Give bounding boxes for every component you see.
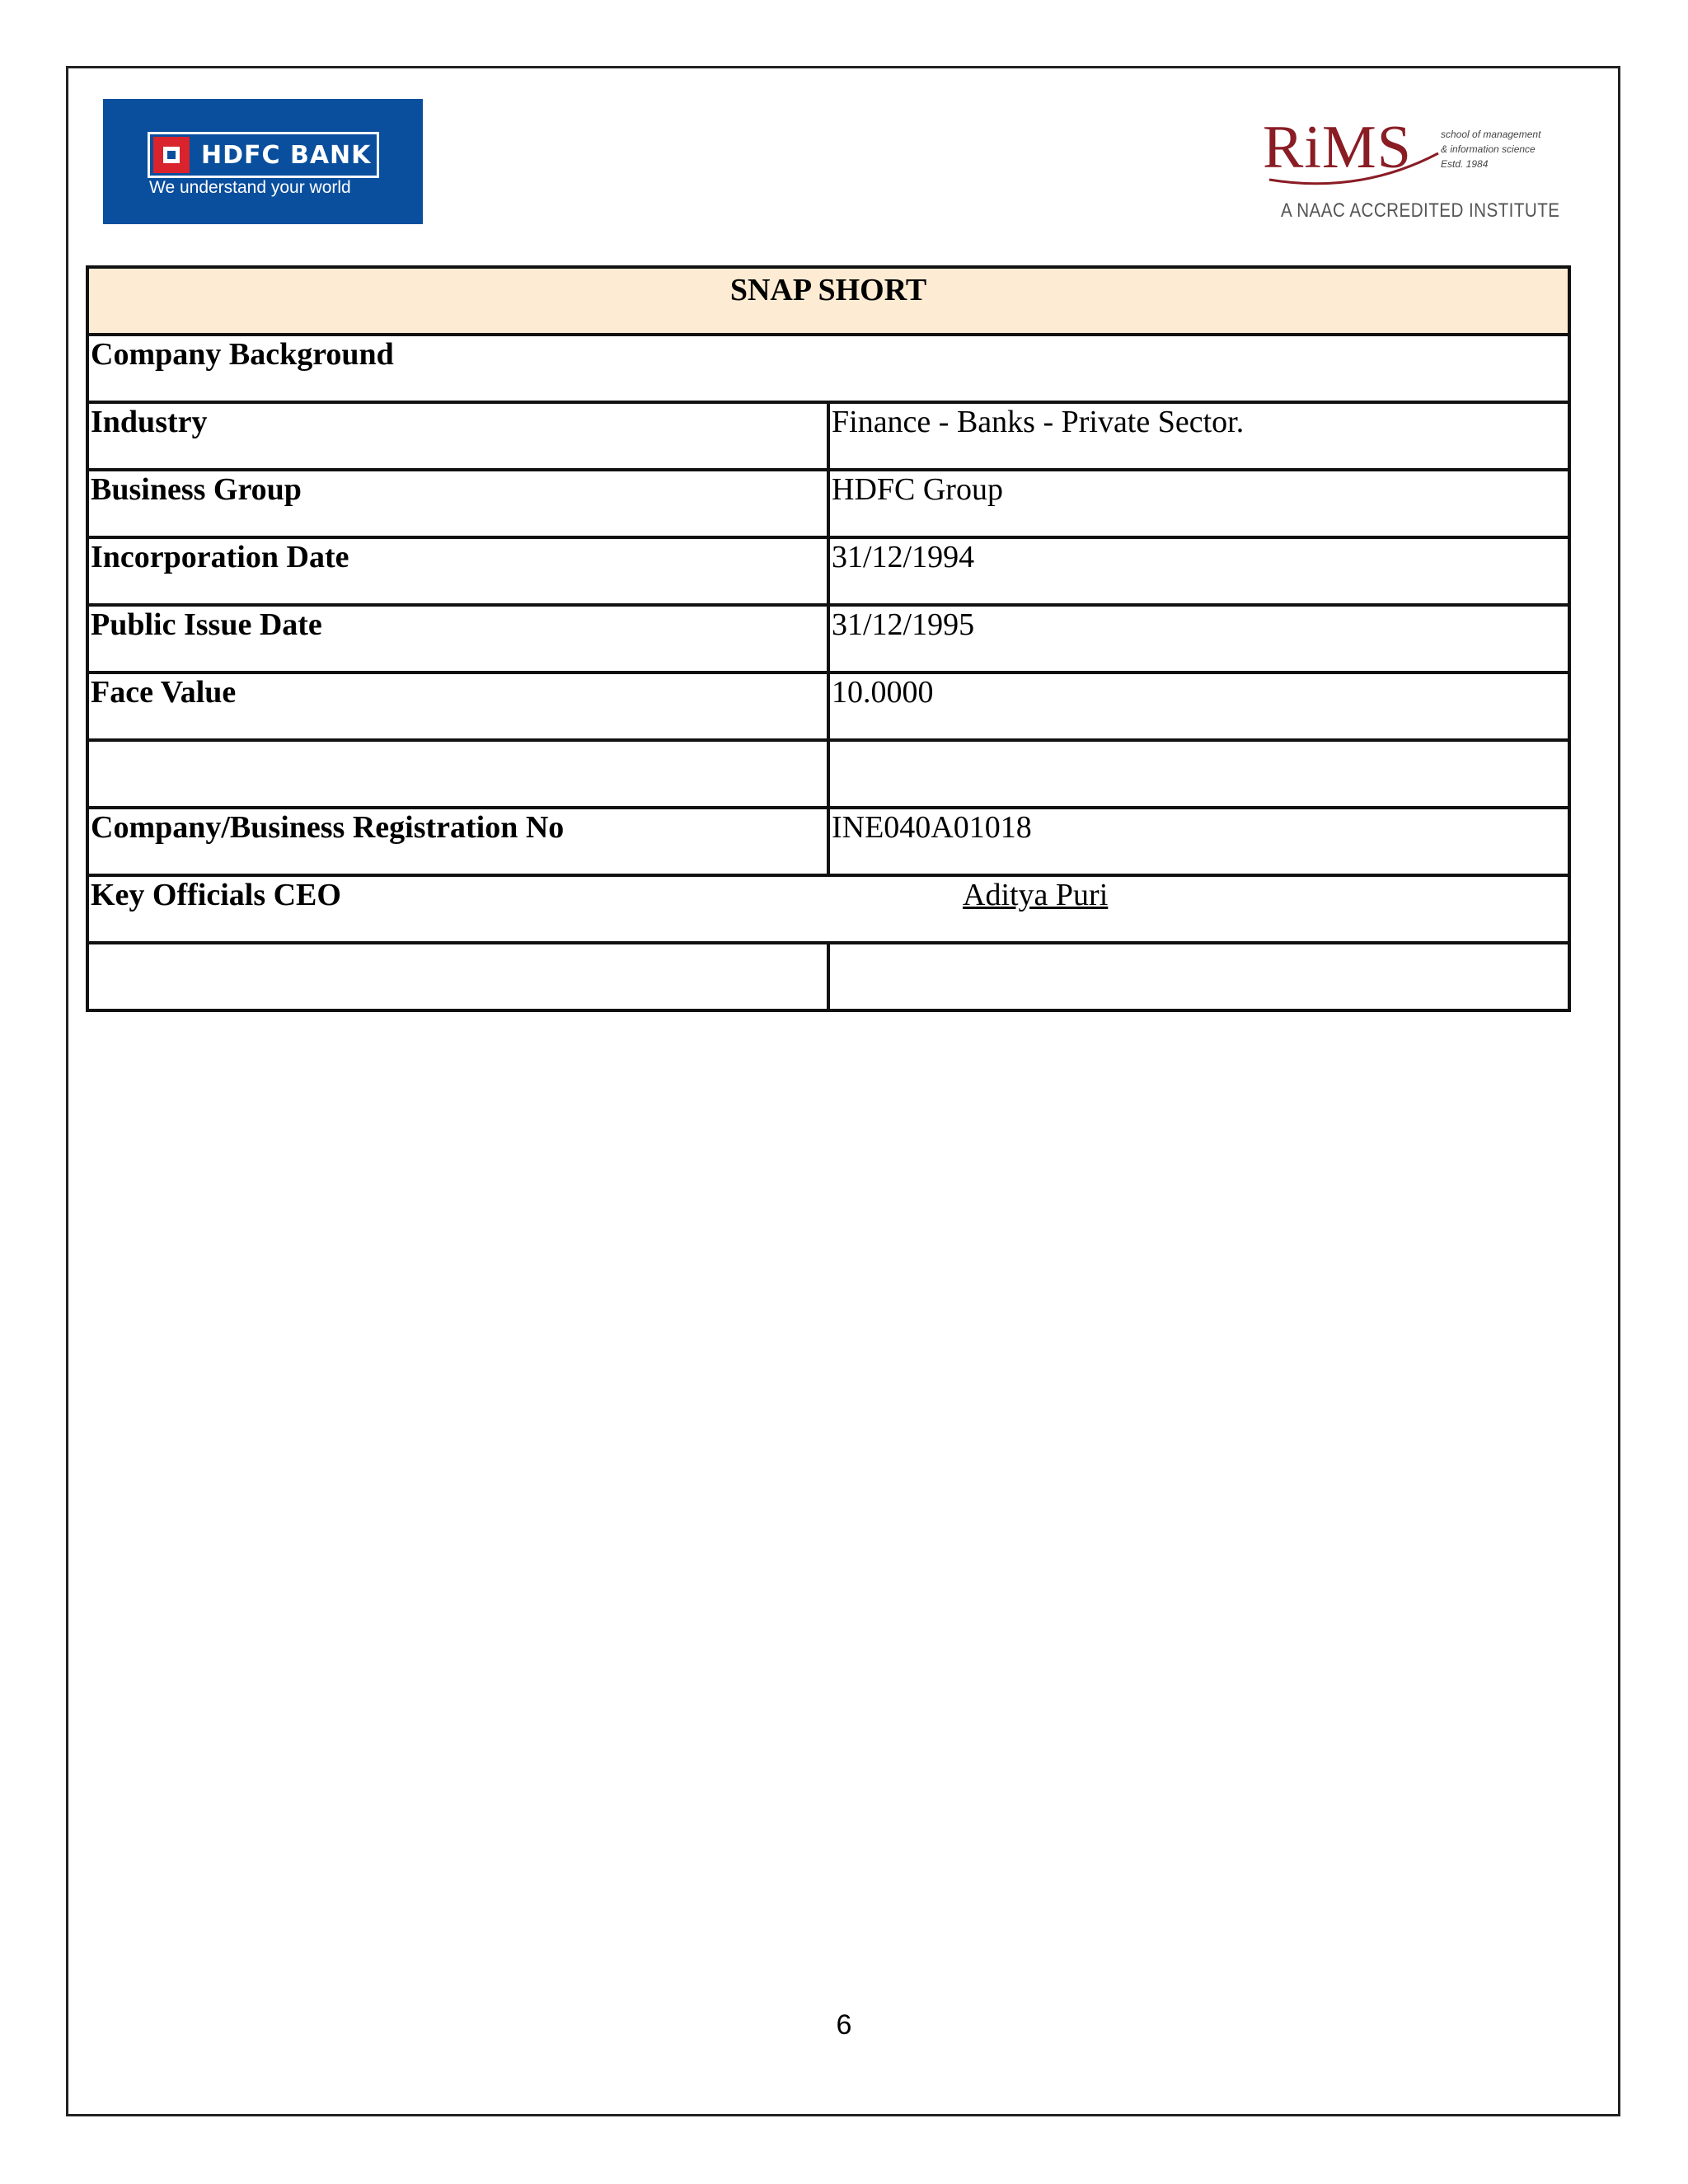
rims-logo-name: RiMS xyxy=(1263,114,1412,181)
row-value: Finance - Banks - Private Sector. xyxy=(828,402,1569,470)
table-row xyxy=(87,605,1569,673)
hdfc-mark-icon xyxy=(153,137,190,173)
table-row xyxy=(87,402,1569,470)
section-title: Company Background xyxy=(87,335,1569,402)
row-label xyxy=(87,740,828,808)
rims-subtitle-line: & information science xyxy=(1441,143,1536,155)
rims-subtitle-line: Estd. 1984 xyxy=(1441,158,1489,170)
row-label: Incorporation Date xyxy=(87,537,828,605)
row-value: INE040A01018 xyxy=(828,808,1569,875)
table-row-empty xyxy=(87,740,1569,808)
row-label: Business Group xyxy=(87,470,828,537)
rims-logo-subtitle xyxy=(1441,127,1540,171)
row-value xyxy=(828,740,1569,808)
hdfc-logo-name: HDFC BANK xyxy=(201,140,372,170)
hdfc-badge xyxy=(148,132,379,178)
row-label: Public Issue Date xyxy=(87,605,828,673)
key-officials-row xyxy=(87,875,1569,943)
snap-short-table xyxy=(86,265,1571,1012)
table-title: SNAP SHORT xyxy=(87,267,1569,335)
table-row xyxy=(87,673,1569,740)
key-officials-label: Key Officials CEO xyxy=(91,878,341,912)
row-label: Face Value xyxy=(87,673,828,740)
rims-accreditation: A NAAC ACCREDITED INSTITUTE xyxy=(1281,199,1560,222)
row-value: 10.0000 xyxy=(828,673,1569,740)
table-row xyxy=(87,808,1569,875)
section-row xyxy=(87,335,1569,402)
table-header-row xyxy=(87,267,1569,335)
row-value: 31/12/1994 xyxy=(828,537,1569,605)
key-officials-cell xyxy=(87,875,1569,943)
row-label-empty xyxy=(87,943,828,1010)
hdfc-bank-logo xyxy=(103,99,423,224)
row-value-empty xyxy=(828,943,1569,1010)
rims-logo xyxy=(1261,114,1582,231)
table-row-empty xyxy=(87,943,1569,1010)
row-value: 31/12/1995 xyxy=(828,605,1569,673)
table-row xyxy=(87,470,1569,537)
table-row xyxy=(87,537,1569,605)
page-number: 6 xyxy=(836,2009,852,2041)
ceo-name: Aditya Puri xyxy=(963,878,1109,912)
row-label: Company/Business Registration No xyxy=(87,808,828,875)
row-value: HDFC Group xyxy=(828,470,1569,537)
row-label: Industry xyxy=(87,402,828,470)
hdfc-logo-tagline: We understand your world xyxy=(149,178,351,197)
rims-subtitle-line: school of management xyxy=(1441,129,1541,140)
